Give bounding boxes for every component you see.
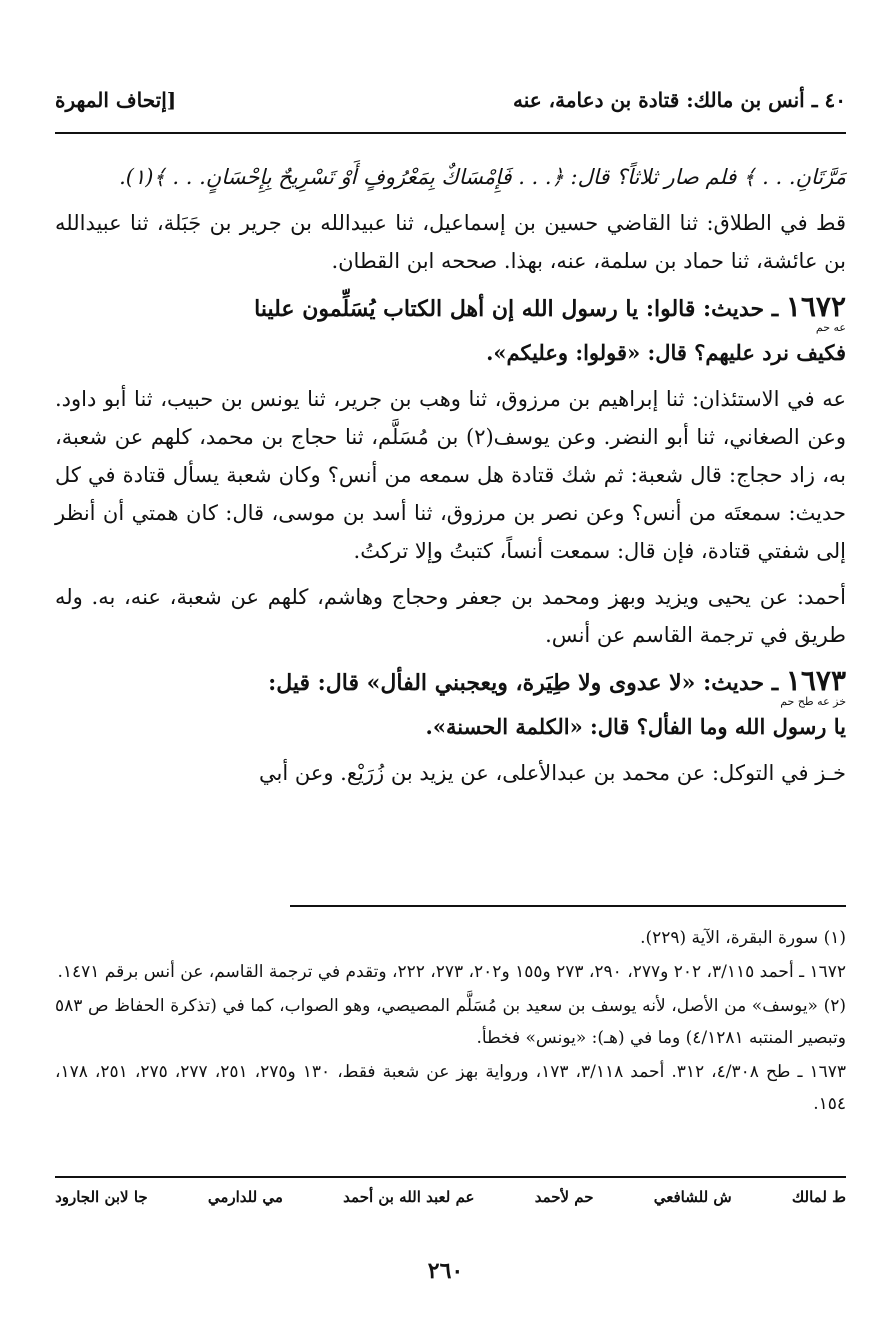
hadith-entry-1672 — [55, 288, 846, 372]
hadith-text-continued: يا رسول الله وما الفأل؟ قال: «الكلمة الحسنة». — [425, 714, 846, 739]
legend-item: حم لأحمد — [534, 1188, 594, 1206]
legend-item: جا لابن الجارود — [55, 1188, 148, 1206]
header-chapter-title: ٤٠ ـ أنس بن مالك: قتادة بن دعامة، عنه — [513, 88, 846, 112]
paragraph-text: قط في الطلاق: ثنا القاضي حسين بن إسماعيل، ثنا عبيدالله بن جرير بن جَبَلة، ثنا عبيدالله بن عائشة، ثنا حماد بن سلمة، عنه، بهذا. صححه ابن القطان. — [55, 211, 846, 273]
paragraph-text: عه في الاستئذان: ثنا إبراهيم بن مرزوق، ثنا وهب بن جرير، ثنا يونس بن حبيب، ثنا أبو داود. وعن الصغاني، ثنا أبو النضر. وعن يوسف(٢) بن مُسَلَّم، ثنا حجاج بن محمد، كلهم عن شعبة، به، زاد حجاج: قال شعبة: ثم شك قتادة هل سمعه من أنس؟ وكان شعبة يسأل قتادة في كل حديث: سمعتَه من أنس؟ وعن نصر بن مرزوق، ثنا أسد بن موسى، قال: كان همتي أن أنظر إلى شفتي قتادة، فإن قال: سمعت أنساً، كتبتُ وإلا تركتُ. — [55, 387, 846, 563]
hadith-heading — [268, 664, 846, 697]
paragraph-text: مَرَّتَانِ. . . ﴾ فلم صار ثلاثاً؟ قال: ﴿. . . فَإِمْسَاكٌ بِمَعْرُوفٍ أَوْ تَسْرِيحٌ بِإِحْسَانٍ. . . ﴾(١). — [119, 165, 846, 189]
header-rule — [55, 132, 846, 134]
main-text — [55, 158, 846, 800]
paragraph — [55, 158, 846, 196]
legend-item: مي للدارمي — [207, 1188, 283, 1206]
footnote: (٢) «يوسف» من الأصل، لأنه يوسف بن سعيد بن مُسَلَّم المصيصي، وهو الصواب، كما في (تذكرة الحفاظ ص ٥٨٣ وتبصير المنتبه ٤/١٢٨١) وما في (هـ): «يونس» فخطأ. — [55, 996, 846, 1048]
footnote: (١) سورة البقرة، الآية (٢٢٩). — [640, 928, 846, 948]
footnote-separator — [290, 905, 846, 907]
hadith-entry-1673 — [55, 662, 846, 746]
legend-item: ط لمالك — [791, 1188, 846, 1206]
footnote: ١٦٧٢ ـ أحمد ٣/١١٥، ٢٠٢ و٢٧٧، ٢٩٠، ٢٧٣ و١٥٥ و٢٠٢، ٢٧٣، ٢٢٢، وتقدم في ترجمة القاسم، عن أنس برقم ١٤٧١. — [57, 962, 846, 982]
legend-item: عم لعبد الله بن أحمد — [343, 1188, 475, 1206]
footnotes — [55, 922, 846, 1122]
hadith-number: ١٦٧٢ — [785, 290, 846, 323]
paragraph — [55, 754, 846, 792]
paragraph-text: أحمد: عن يحيى ويزيد وبهز ومحمد بن جعفر وحجاج وهاشم، كلهم عن شعبة، عنه، به. وله طريق في ترجمة القاسم عن أنس. — [55, 585, 846, 647]
abbreviation-legend — [55, 1188, 846, 1206]
source-sigla: خز عه طح حم — [780, 695, 846, 708]
paragraph — [55, 204, 846, 280]
source-sigla: عه حم — [815, 321, 846, 334]
header-book-title: [إتحاف المهرة — [55, 88, 177, 112]
hadith-text: ـ حديث: قالوا: يا رسول الله إن أهل الكتاب يُسَلِّمون علينا — [254, 296, 779, 322]
footnote: ١٦٧٣ ـ طح ٤/٣٠٨، ٣١٢. أحمد ٣/١١٨، ١٧٣، ورواية بهز عن شعبة فقط، ١٣٠ و٢٧٥، ٢٥١، ٢٧٧، ٢٧٥، ٢٥١، ١٧٨، ١٥٤. — [55, 1062, 847, 1114]
paragraph — [55, 380, 846, 570]
legend-rule — [55, 1176, 846, 1178]
hadith-number: ١٦٧٣ — [785, 664, 846, 697]
paragraph-text: خـز في التوكل: عن محمد بن عبدالأعلى، عن يزيد بن زُرَيْع. وعن أبي — [258, 761, 846, 785]
hadith-heading — [254, 290, 846, 323]
page-number: ٢٦٠ — [427, 1258, 464, 1284]
hadith-text: ـ حديث: «لا عدوى ولا طِيَرة، ويعجبني الفأل» قال: قيل: — [268, 670, 779, 696]
legend-item: ش للشافعي — [653, 1188, 732, 1206]
paragraph — [55, 578, 846, 654]
running-header — [55, 86, 846, 114]
hadith-text-continued: فكيف نرد عليهم؟ قال: «قولوا: وعليكم». — [486, 340, 846, 365]
